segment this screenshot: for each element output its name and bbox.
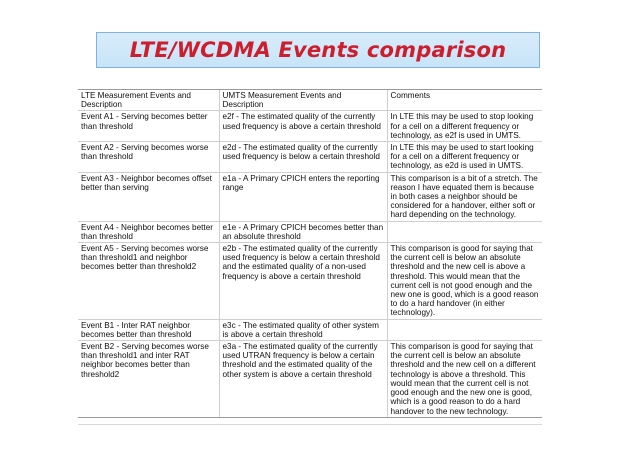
lte-cell: Event B2 - Serving becomes worse than threshold1 and inter RAT neighbor becomes better than threshold2 <box>78 341 219 418</box>
table-row <box>78 319 542 340</box>
comment-cell: This comparison is good for saying that the current cell is below an absolute threshold and the new cell is above a threshold. This would mean that the current cell is not good enough and the new one is good, which is a good reason to do a hard handover (in either technology). <box>387 243 542 320</box>
header-comments: Comments <box>387 90 542 111</box>
header-umts: UMTS Measurement Events and Description <box>219 90 387 111</box>
umts-cell: e3c - The estimated quality of other system is above a certain threshold <box>219 319 387 340</box>
comment-cell <box>387 221 542 242</box>
table-row <box>78 243 542 320</box>
umts-cell: e1a - A Primary CPICH enters the reporting range <box>219 172 387 221</box>
bottom-divider <box>78 424 542 425</box>
lte-cell: Event A4 - Neighbor becomes better than threshold <box>78 221 219 242</box>
table-row <box>78 142 542 173</box>
lte-cell: Event A3 - Neighbor becomes offset better than serving <box>78 172 219 221</box>
lte-cell: Event B1 - Inter RAT neighbor becomes better than threshold <box>78 319 219 340</box>
header-lte: LTE Measurement Events and Description <box>78 90 219 111</box>
umts-cell: e2b - The estimated quality of the currently used frequency is below a certain threshold and the estimated quality of a non-used frequency is above a certain threshold <box>219 243 387 320</box>
umts-cell: e2f - The estimated quality of the currently used frequency is above a certain threshold <box>219 111 387 142</box>
title-banner <box>96 32 540 68</box>
table-row <box>78 341 542 418</box>
events-comparison-table <box>78 89 542 418</box>
umts-cell: e3a - The estimated quality of the currently used UTRAN frequency is below a certain threshold and the estimated quality of the other system is above a certain threshold <box>219 341 387 418</box>
table-header-row <box>78 90 542 111</box>
slide-title: LTE/WCDMA Events comparison <box>129 38 507 62</box>
table-row <box>78 111 542 142</box>
umts-cell: e2d - The estimated quality of the currently used frequency is below a certain threshold <box>219 142 387 173</box>
lte-cell: Event A5 - Serving becomes worse than threshold1 and neighbor becomes better than threshold2 <box>78 243 219 320</box>
table-row <box>78 221 542 242</box>
comment-cell: This comparison is a bit of a stretch. The reason I have equated them is because in both cases a neighbor should be considered for a handover, either soft or hard depending on the technology. <box>387 172 542 221</box>
comment-cell <box>387 319 542 340</box>
umts-cell: e1e - A Primary CPICH becomes better than an absolute threshold <box>219 221 387 242</box>
comment-cell: This comparison is good for saying that the current cell is below an absolute threshold and the new cell on a different technology is above a threshold. This would mean that the current cell is not good enough and the new one is good, which is a good reason to do a hard handover to the new technology. <box>387 341 542 418</box>
comment-cell: In LTE this may be used to stop looking for a cell on a different frequency or technology, as e2f is used in UMTS. <box>387 111 542 142</box>
lte-cell: Event A1 - Serving becomes better than threshold <box>78 111 219 142</box>
lte-cell: Event A2 - Serving becomes worse than threshold <box>78 142 219 173</box>
comment-cell: In LTE this may be used to start looking for a cell on a different frequency or technology, as e2d is used in UMTS. <box>387 142 542 173</box>
table-row <box>78 172 542 221</box>
